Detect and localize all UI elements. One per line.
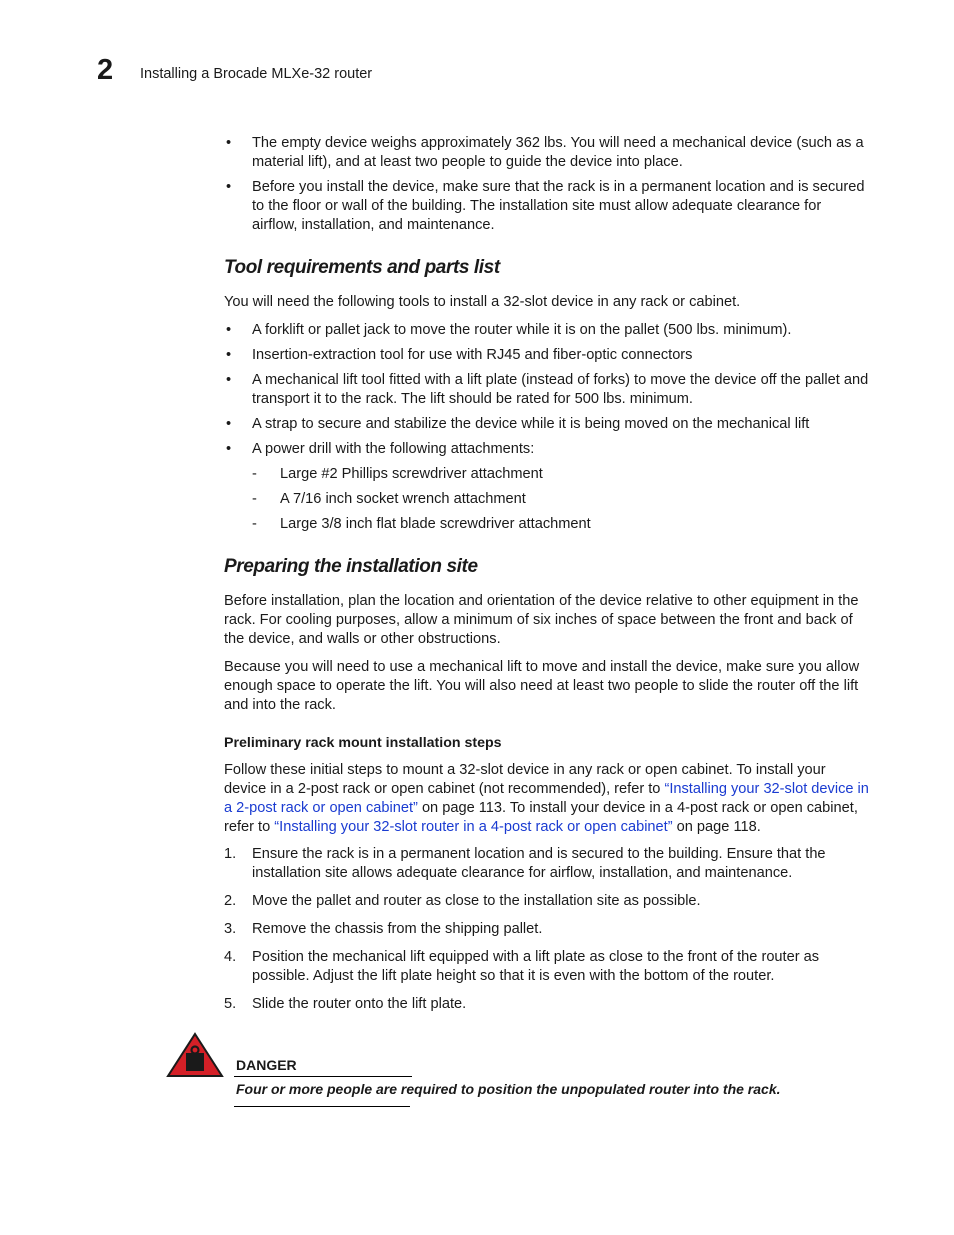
step-number: 4. [224, 949, 237, 965]
link-4-post-install[interactable]: “Installing your 32-slot router in a 4-post rack or open cabinet” [274, 819, 673, 835]
step-item [224, 995, 870, 1014]
step-text: Position the mechanical lift equipped with a lift plate as close to the front of the router as possible. Adjust the lift plate height so that it is even with the bottom of the router. [252, 949, 820, 984]
divider [234, 1076, 412, 1077]
prelim-text: on page 113. To install your device in a 4-post rack or open cabinet, refer to [224, 800, 858, 835]
subsection-heading-prelim: Preliminary rack mount installation steps [224, 735, 502, 751]
sub-list-item-text: A 7/16 inch socket wrench attachment [280, 491, 526, 507]
prelim-text: Follow these initial steps to mount a 32-slot device in any rack or open cabinet. To install your device in a 2-post rack or open cabinet (not recommended), refer to [224, 762, 826, 797]
paragraph: Before installation, plan the location and orientation of the device relative to other equipment in the rack. For cooling purposes, allow a minimum of six inches of space between the front and back of the device, and walls or other obstructions. [224, 593, 859, 647]
section-heading-tools: Tool requirements and parts list [224, 257, 500, 278]
running-header-title: Installing a Brocade MLXe-32 router [140, 66, 373, 82]
step-item [224, 948, 870, 986]
list-item [224, 371, 870, 409]
list-item [224, 321, 870, 340]
prelim-text: on page 118. [672, 819, 761, 835]
list-item [224, 415, 870, 434]
chapter-number: 2 [97, 54, 114, 86]
list-item [224, 178, 870, 235]
sub-list-item [252, 465, 852, 484]
bullet-marker: • [226, 441, 232, 457]
list-item [224, 134, 870, 172]
list-item-text: A mechanical lift tool fitted with a lift plate (instead of forks) to move the device off the pallet and transport it to the rack. The lift should be rated for 500 lbs. minimum. [252, 372, 869, 407]
step-item [224, 892, 870, 911]
section-heading-site: Preparing the installation site [224, 556, 478, 577]
step-number: 2. [224, 893, 237, 909]
step-text: Slide the router onto the lift plate. [252, 996, 467, 1012]
step-number: 3. [224, 921, 237, 937]
danger-text: Four or more people are required to position the unpopulated router into the rack. [236, 1081, 781, 1097]
sub-list-item-text: Large #2 Phillips screwdriver attachment [280, 466, 543, 482]
link-2-post-install[interactable]: “Installing your 32-slot device in a 2-post rack or open cabinet” [224, 781, 869, 816]
list-item [224, 440, 870, 459]
step-number: 1. [224, 846, 237, 862]
list-item-text: Insertion-extraction tool for use with RJ45 and fiber-optic connectors [252, 347, 693, 363]
sub-list-item [252, 515, 852, 534]
prelim-paragraph [224, 761, 870, 837]
dash-marker: - [252, 491, 257, 507]
paragraph: Because you will need to use a mechanical lift to move and install the device, make sure you allow enough space to operate the lift. You will also need at least two people to slide the router off the lift and into the rack. [224, 659, 860, 713]
bullet-marker: • [226, 416, 232, 432]
step-text: Ensure the rack is in a permanent location and is secured to the building. Ensure that the installation site allows adequate clearance for airflow, installation, and maintenance. [252, 846, 826, 881]
bullet-marker: • [226, 322, 232, 338]
bullet-marker: • [226, 372, 232, 388]
step-text: Remove the chassis from the shipping pallet. [252, 921, 543, 937]
list-item-text: Before you install the device, make sure that the rack is in a permanent location and is secured to the floor or wall of the building. The installation site must allow adequate clearance for airflow, installation, and maintenance. [252, 179, 865, 233]
bullet-marker: • [226, 179, 232, 195]
dash-marker: - [252, 466, 257, 482]
step-text: Move the pallet and router as close to the installation site as possible. [252, 893, 701, 909]
sub-list-item [252, 490, 852, 509]
sub-list-item-text: Large 3/8 inch flat blade screwdriver attachment [280, 516, 591, 532]
list-item-text: A strap to secure and stabilize the device while it is being moved on the mechanical lift [252, 416, 810, 432]
list-item [224, 346, 870, 365]
list-item-text: A power drill with the following attachments: [252, 441, 535, 457]
bullet-marker: • [226, 347, 232, 363]
tools-intro: You will need the following tools to install a 32-slot device in any rack or cabinet. [224, 294, 741, 310]
step-item [224, 845, 870, 883]
dash-marker: - [252, 516, 257, 532]
step-item [224, 920, 870, 939]
divider [234, 1106, 410, 1107]
list-item-text: A forklift or pallet jack to move the router while it is on the pallet (500 lbs. minimum). [252, 322, 792, 338]
step-number: 5. [224, 996, 237, 1012]
bullet-marker: • [226, 135, 232, 151]
list-item-text: The empty device weighs approximately 362 lbs. You will need a mechanical device (such as a material lift), and at least two people to guide the device into place. [252, 135, 864, 170]
danger-weight-icon [166, 1032, 224, 1078]
danger-label: DANGER [236, 1057, 297, 1073]
